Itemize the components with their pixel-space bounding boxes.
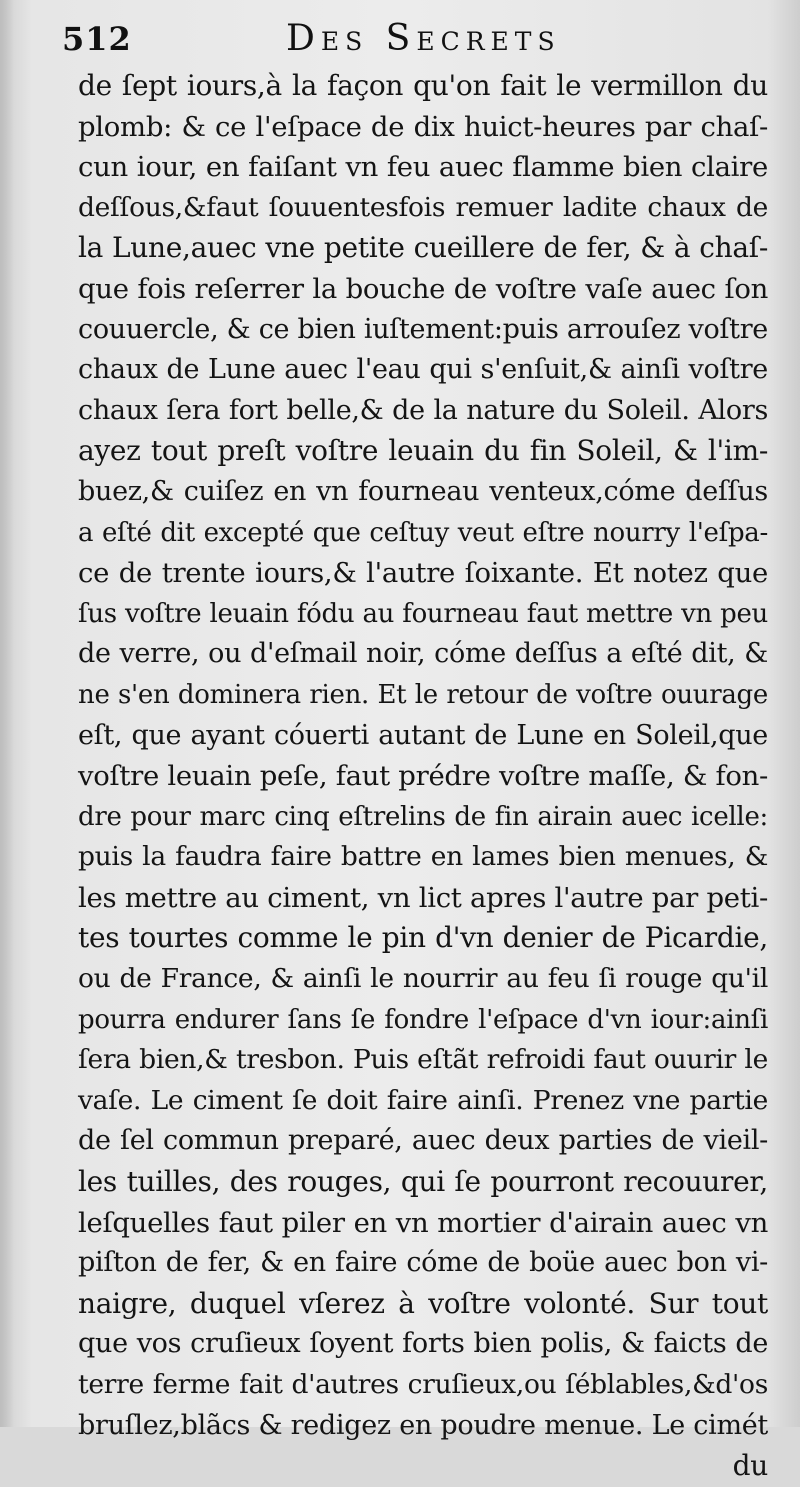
page-gutter-shadow bbox=[0, 0, 14, 1427]
text-line: buez,& cuiſez en vn fourneau venteux,cóme deſſus bbox=[78, 475, 768, 507]
text-line: a eſté dit excepté que ceſtuy veut eſtre nourry l'eſpa- bbox=[78, 517, 768, 548]
text-line: ou de France, & ainſi le nourrir au feu ſi rouge qu'il bbox=[78, 963, 768, 995]
text-line: chaux ſera fort belle,& de la nature du Soleil. Alors bbox=[78, 394, 768, 426]
text-line: de ſel commun preparé, auec deux parties de vieil- bbox=[78, 1125, 768, 1157]
text-line: voſtre leuain peſe, faut prédre voſtre maſſe, & fon- bbox=[78, 760, 769, 793]
text-line: bruſlez,blãcs & redigez en poudre menue. Le cimét bbox=[78, 1409, 768, 1441]
text-line: naigre, duquel vſerez à voſtre volonté. Sur tout bbox=[78, 1286, 768, 1320]
text-line: tes tourtes comme le pin d'vn denier de Picardie, bbox=[78, 921, 768, 955]
text-line: chaux de Lune auec l'eau qui s'enſuit,& ainſi voſtre bbox=[78, 354, 768, 386]
text-line: couuercle, & ce bien iuſtement:puis arrouſez voſtre bbox=[78, 313, 768, 345]
text-line: de verre, ou d'eſmail noir, cóme deſſus a eſté dit, & bbox=[78, 638, 768, 670]
text-line: ſus voſtre leuain fódu au fourneau faut mettre vn peu bbox=[78, 598, 768, 629]
text-line: leſquelles faut piler en vn mortier d'airain auec vn bbox=[78, 1206, 768, 1239]
text-line: piſton de fer, & en faire cóme de boüe auec bon vi- bbox=[78, 1247, 768, 1279]
page-header bbox=[62, 14, 762, 64]
page-number: 512 bbox=[62, 20, 132, 58]
text-line: terre ferme fait d'autres cruſieux,ou ſéblables,&d'os bbox=[78, 1369, 768, 1400]
text-line: cun iour, en faiſant vn feu auec flamme bien claire bbox=[78, 151, 768, 184]
text-line: dre pour marc cinq eſtrelins de fin airain auec icelle: bbox=[78, 801, 768, 832]
text-line: ayez tout preſt voſtre leuain du fin Soleil, & l'im- bbox=[78, 434, 768, 468]
text-line: les tuilles, des rouges, qui ſe pourront recouurer, bbox=[78, 1165, 768, 1199]
body-text bbox=[78, 66, 768, 1487]
text-line: plomb: & ce l'eſpace de dix huict-heures par chaſ- bbox=[78, 110, 768, 143]
text-line: vaſe. Le ciment ſe doit faire ainſi. Prenez vne partie bbox=[78, 1084, 768, 1116]
text-line: que vos cruſieux ſoyent forts bien polis, & faicts de bbox=[78, 1328, 768, 1360]
text-line: deſſous,&faut ſouuentesfois remuer ladite chaux de bbox=[78, 191, 768, 223]
text-line: les mettre au ciment, vn lict apres l'autre par peti- bbox=[78, 881, 768, 914]
text-line: ce de trente iours,& l'autre ſoixante. Et notez que bbox=[78, 557, 768, 590]
text-line: de ſept iours,à la façon qu'on fait le vermillon du bbox=[78, 69, 768, 102]
text-line: pourra endurer ſans ſe fondre l'eſpace d'vn iour:ainſi bbox=[78, 1004, 768, 1035]
text-line: ſera bien,& tresbon. Puis eſtãt refroidi faut ouurir le bbox=[78, 1044, 768, 1076]
text-line: la Lune,auec vne petite cueillere de fer, & à chaſ- bbox=[78, 231, 768, 265]
catchword: du bbox=[732, 1449, 768, 1483]
running-title: Des Secrets bbox=[286, 18, 561, 59]
text-line: que fois reſerrer la bouche de voſtre vaſe auec ſon bbox=[78, 272, 768, 305]
text-line: puis la faudra faire battre en lames bien menues, & bbox=[78, 841, 768, 873]
text-line: eſt, que ayant cóuerti autant de Lune en Soleil,que bbox=[78, 719, 768, 751]
text-line: ne s'en dominera rien. Et le retour de voſtre ouurage bbox=[78, 679, 768, 710]
